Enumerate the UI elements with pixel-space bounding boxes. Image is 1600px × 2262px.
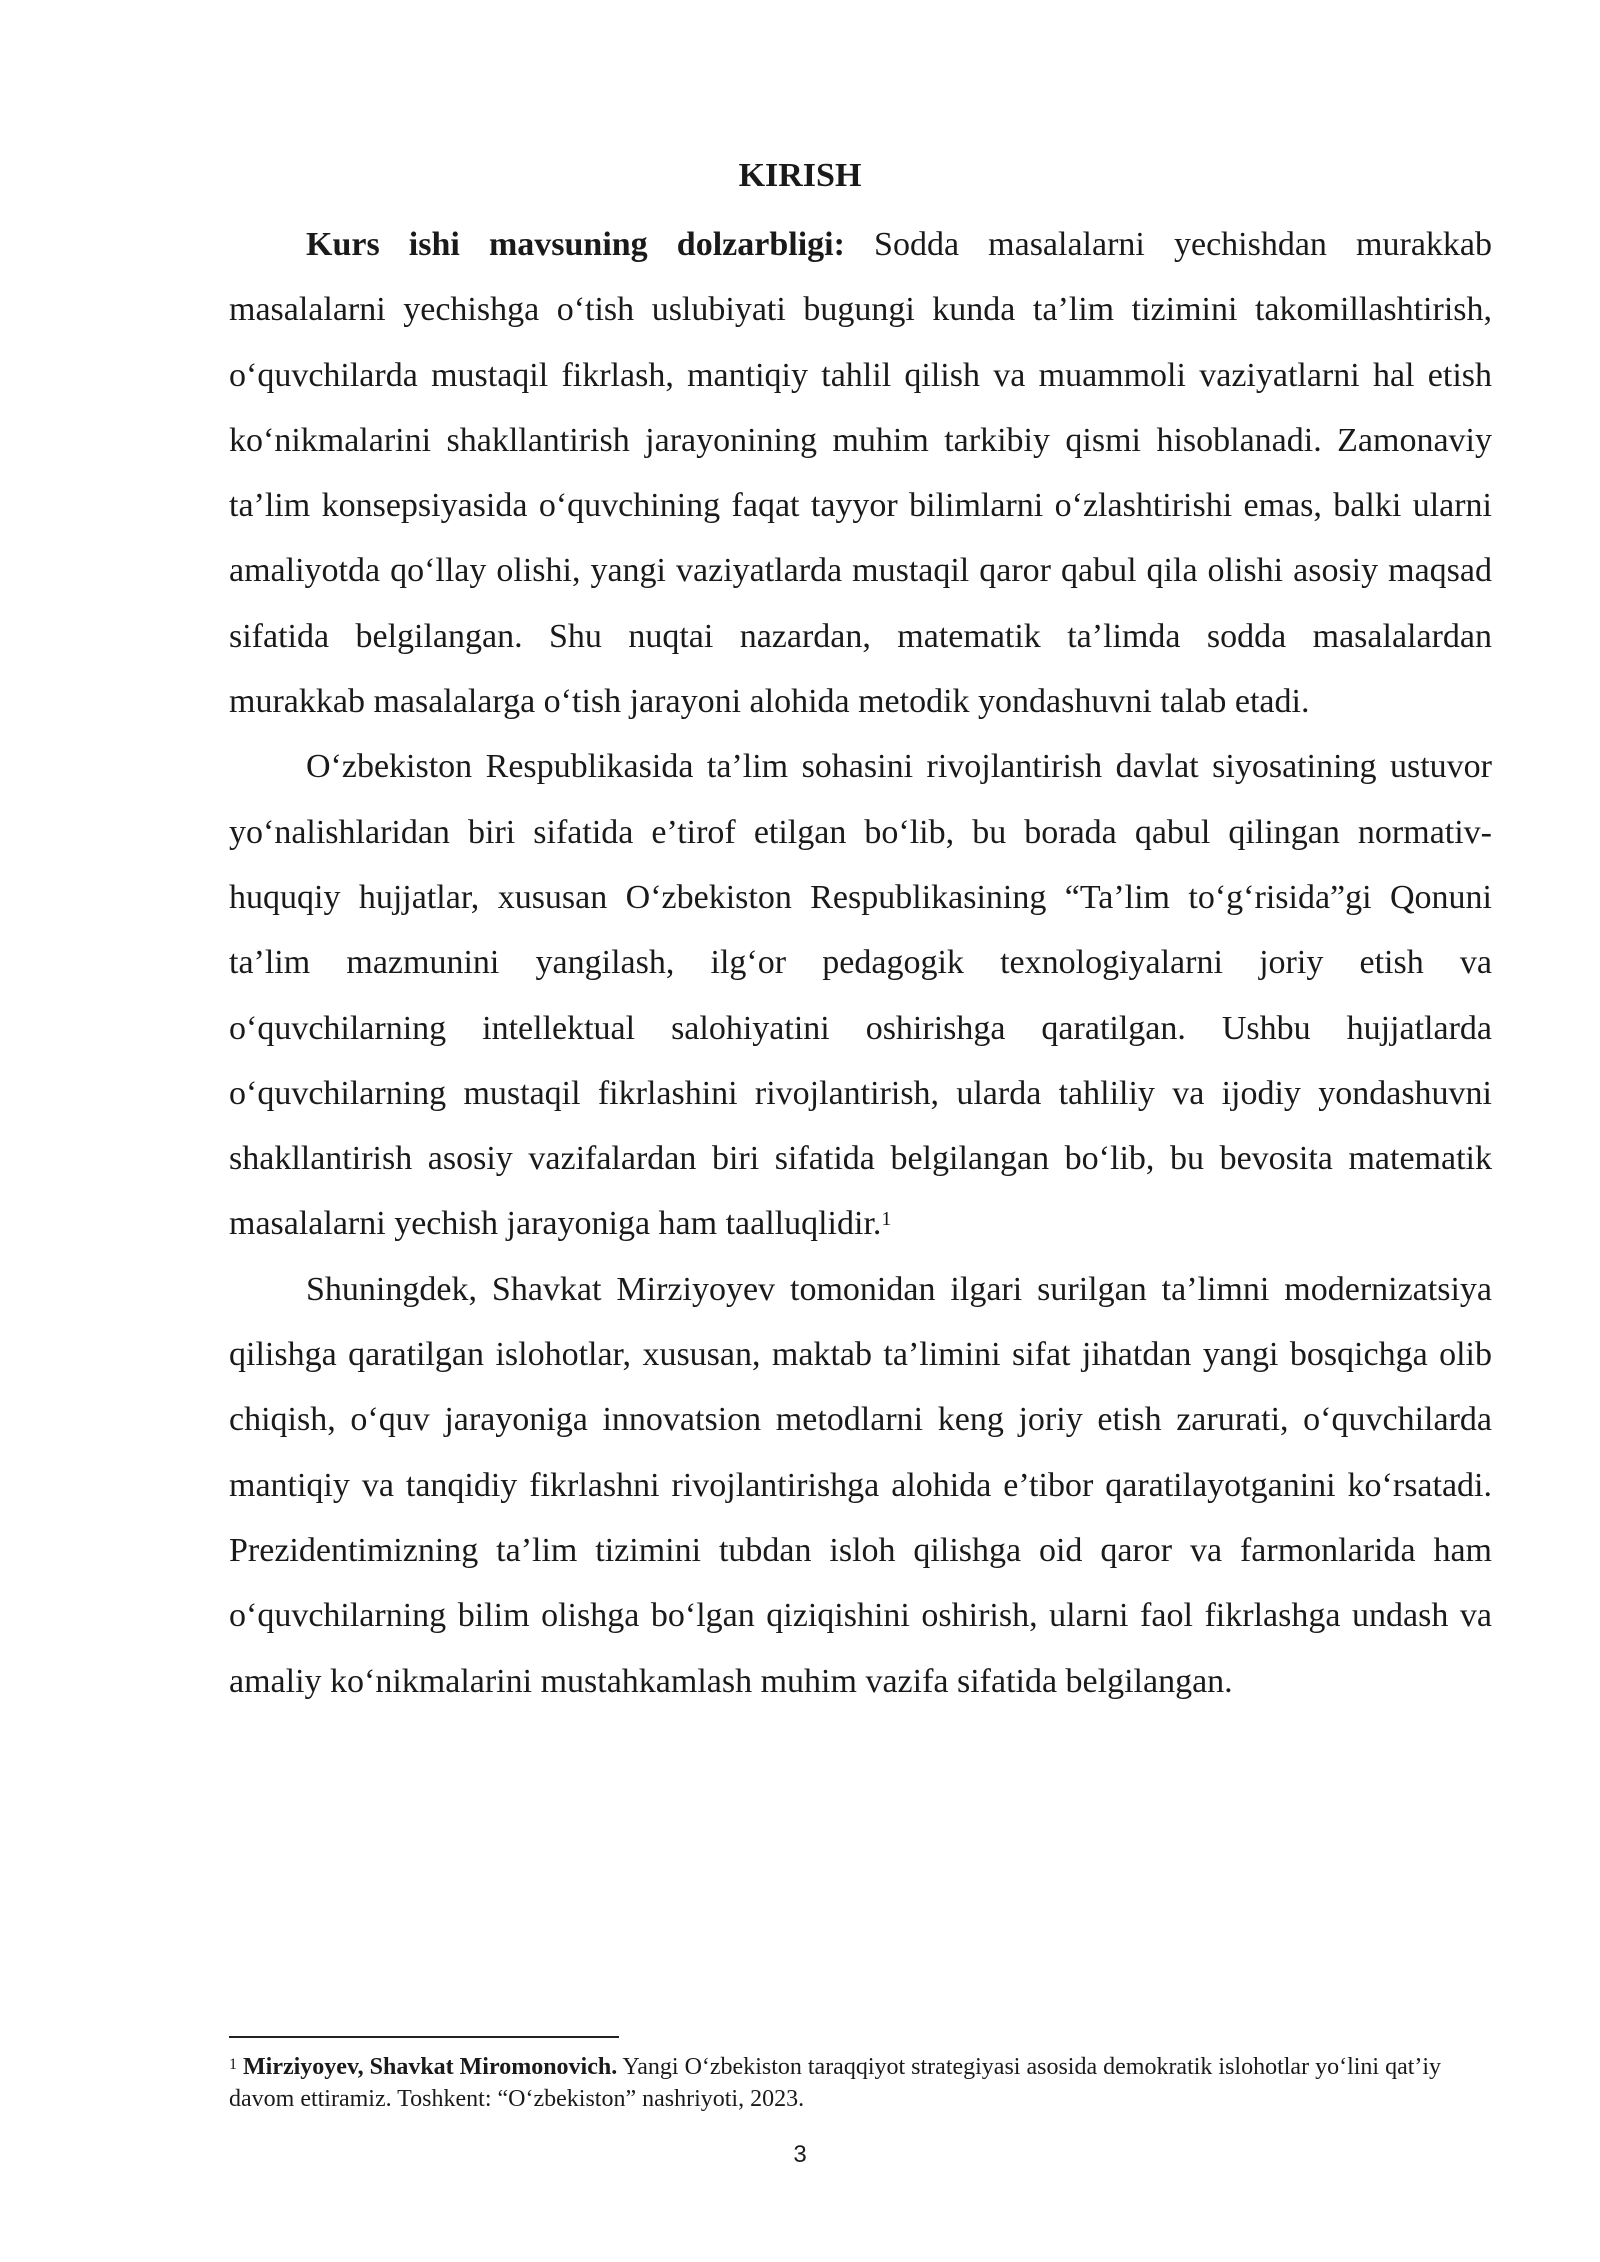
paragraph-legislation bbox=[229, 734, 1492, 1256]
paragraph-text: Shuningdek, Shavkat Mirziyoyev tomonidan ilgari surilgan ta’limni modernizatsiya qilishga qaratilgan islohotlar, xususan, maktab ta’limini sifat jihatdan yangi bosqichga olib chiqish, o‘quv jarayoniga innovatsion metodlarni keng joriy etish zarurati, o‘quvchilarda mantiqiy va tanqidiy fikrlashni rivojlantirishga alohida e’tibor qaratilayotganini ko‘rsatadi. Prezidentimizning ta’lim tizimini tubdan isloh qilishga oid qaror va farmonlarida ham o‘quvchilarning bilim olishga bo‘lgan qiziqishini oshirish, ularni faol fikrlashga undash va amaliy ko‘nikmalarini mustahkamlash muhim vazifa sifatida belgilangan. bbox=[229, 1270, 1492, 1700]
paragraph-reforms bbox=[229, 1257, 1492, 1714]
page-number: 3 bbox=[793, 2141, 807, 2168]
page-title: KIRISH bbox=[738, 157, 862, 194]
paragraph-text: O‘zbekiston Respublikasida ta’lim sohasini rivojlantirish davlat siyosatining ustuvor yo‘nalishlaridan biri sifatida e’tirof etilgan bo‘lib, bu borada qabul qilingan normativ-huquqiy hujjatlar, xususan O‘zbekiston Respublikasining “Ta’lim to‘g‘risida”gi Qonuni ta’lim mazmunini yangilash, ilg‘or pedagogik texnologiyalarni joriy etish va o‘quvchilarning intellektual salohiyatini oshirishga qaratilgan. Ushbu hujjatlarda o‘quvchilarning mustaqil fikrlashini rivojlantirish, ularda tahliliy va ijodiy yondashuvni shakllantirish asosiy vazifalardan biri sifatida belgilangan bo‘lib, bu bevosita matematik masalalarni yechish jarayoniga ham taalluqlidir. bbox=[229, 748, 1492, 1243]
footnote-text: Yangi O‘zbekiston taraqqiyot strategiyasi asosida demokratik islohotlar yo‘lini qat’iy davom ettiramiz. Toshkent: “O‘zbekiston” nashriyoti, 2023. bbox=[229, 2054, 1442, 2112]
paragraph-relevance bbox=[229, 212, 1492, 734]
footnote bbox=[229, 2051, 1492, 2115]
paragraph-lead: Kurs ishi mavsuning dolzarbligi: bbox=[306, 226, 845, 263]
footnote-mark: 1 bbox=[229, 2056, 237, 2073]
paragraph-text: Sodda masalalarni yechishdan murakkab masalalarni yechishga o‘tish uslubiyati bugungi kunda ta’lim tizimini takomillashtirish, o‘quvchilarda mustaqil fikrlash, mantiqiy tahlil qilish va muammoli vaziyatlarni hal etish ko‘nikmalarini shakllantirish jarayonining muhim tarkibiy qismi hisoblanadi. Zamonaviy ta’lim konsepsiyasida o‘quvchining faqat tayyor bilimlarni o‘zlashtirishi emas, balki ularni amaliyotda qo‘llay olishi, yangi vaziyatlarda mustaqil qaror qabul qila olishi asosiy maqsad sifatida belgilangan. Shu nuqtai nazardan, matematik ta’limda sodda masalalardan murakkab masalalarga o‘tish jarayoni alohida metodik yondashuvni talab etadi. bbox=[229, 226, 1493, 721]
footnote-separator bbox=[229, 2036, 619, 2038]
footnote-author: Mirziyoyev, Shavkat Miromonovich. bbox=[243, 2054, 618, 2080]
body-text bbox=[229, 212, 1492, 1714]
footnote-reference[interactable]: 1 bbox=[881, 1208, 892, 1231]
